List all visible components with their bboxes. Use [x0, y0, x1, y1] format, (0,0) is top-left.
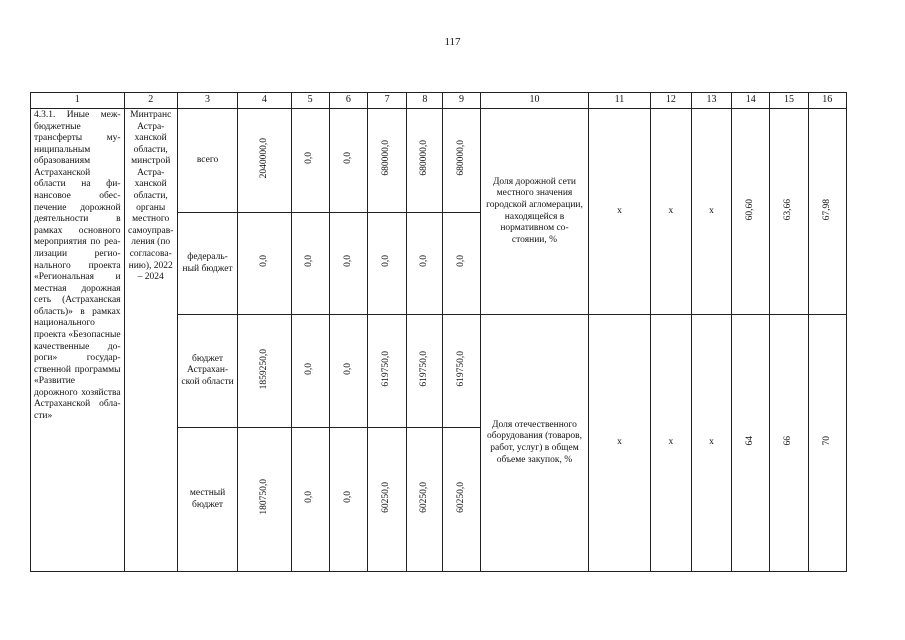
indicator-mark: х: [650, 315, 691, 572]
indicator-value: 67,98: [821, 198, 832, 220]
amount-cell: [443, 213, 480, 315]
amount-value: 0,0: [342, 362, 353, 375]
amount-cell: [291, 315, 329, 428]
indicator-value-cell: [808, 109, 846, 315]
amount-value: 619750,0: [419, 350, 430, 387]
program-table: [30, 92, 847, 572]
amount-cell: [443, 428, 480, 572]
amount-value: 619750,0: [455, 350, 466, 387]
amount-value: 619750,0: [381, 350, 392, 387]
page-number: 117: [444, 36, 461, 48]
indicator-name: Доля дорожной сети местного значения городской агломерации, находящейся в нормативном состоянии, %: [480, 109, 589, 315]
indicator-mark: х: [589, 315, 650, 572]
amount-cell: [367, 428, 406, 572]
amount-value: 60250,0: [381, 481, 392, 513]
funding-source: всего: [177, 109, 237, 213]
indicator-value: 64: [744, 435, 755, 446]
amount-value: 60250,0: [455, 481, 466, 513]
funding-row-total: [31, 109, 847, 213]
column-number: 8: [407, 93, 443, 109]
indicator-value-cell: [808, 315, 846, 572]
indicator-mark: х: [691, 315, 731, 572]
column-number: 2: [124, 93, 177, 109]
amount-cell: [238, 428, 291, 572]
executor-cell: Минтранс Астраханской области, минстрой Астраханской области, органы местного самоуправления (по согласованию), 2022 – 2024: [124, 109, 177, 572]
amount-cell: [443, 315, 480, 428]
column-number: 12: [650, 93, 691, 109]
indicator-value-cell: [732, 109, 770, 315]
indicator-value: 70: [821, 435, 832, 446]
amount-cell: [238, 315, 291, 428]
indicator-value-cell: [770, 315, 808, 572]
activity-description: 4.3.1. Иные межбюджетные трансферты муниципальным образованиям Астраханской области на финансовое обеспечение дорожной деятельности в рамках основного мероприятия по реализации регионального проекта «Региональная и местная дорожная сеть (Астраханская область)» в рамках национального проекта «Безопасные качественные дороги» государственной программы «Развитие дорожного хозяйства Астраханской области»: [31, 109, 125, 572]
funding-source: федеральный бюджет: [177, 213, 237, 315]
amount-cell: [291, 109, 329, 213]
amount-cell: [407, 315, 443, 428]
amount-cell: [291, 428, 329, 572]
column-number: 10: [480, 93, 589, 109]
funding-source: местный бюджет: [177, 428, 237, 572]
amount-value: 0,0: [342, 491, 353, 504]
amount-cell: [329, 109, 367, 213]
indicator-value: 66: [783, 435, 794, 446]
amount-value: 0,0: [258, 255, 269, 268]
amount-value: 1859250,0: [258, 348, 269, 389]
amount-value: 0,0: [304, 362, 315, 375]
column-number: 6: [329, 93, 367, 109]
indicator-mark: х: [691, 109, 731, 315]
amount-value: 680000,0: [455, 140, 466, 177]
amount-value: 60250,0: [419, 481, 430, 513]
indicator-value-cell: [732, 315, 770, 572]
indicator-value: 60,60: [744, 198, 755, 220]
column-number: 13: [691, 93, 731, 109]
amount-value: 0,0: [455, 255, 466, 268]
amount-value: 680000,0: [419, 140, 430, 177]
column-number-row: [31, 93, 847, 109]
column-number: 5: [291, 93, 329, 109]
indicator-value: 63,66: [783, 198, 794, 220]
amount-cell: [238, 109, 291, 213]
column-number: 4: [238, 93, 291, 109]
column-number: 1: [31, 93, 125, 109]
amount-cell: [367, 315, 406, 428]
column-number: 16: [808, 93, 846, 109]
amount-value: 2040000,0: [258, 138, 269, 179]
amount-cell: [329, 315, 367, 428]
indicator-mark: х: [589, 109, 650, 315]
column-number: 7: [367, 93, 406, 109]
amount-value: 0,0: [342, 152, 353, 165]
amount-cell: [238, 213, 291, 315]
column-number: 9: [443, 93, 480, 109]
amount-cell: [329, 428, 367, 572]
amount-value: 0,0: [342, 255, 353, 268]
column-number: 15: [770, 93, 808, 109]
amount-value: 680000,0: [381, 140, 392, 177]
amount-value: 0,0: [419, 255, 430, 268]
amount-cell: [291, 213, 329, 315]
amount-cell: [407, 213, 443, 315]
amount-cell: [367, 109, 406, 213]
amount-value: 0,0: [381, 255, 392, 268]
column-number: 3: [177, 93, 237, 109]
amount-cell: [329, 213, 367, 315]
amount-cell: [443, 109, 480, 213]
amount-value: 0,0: [304, 255, 315, 268]
column-number: 11: [589, 93, 650, 109]
indicator-mark: х: [650, 109, 691, 315]
amount-cell: [407, 428, 443, 572]
indicator-name: Доля отечественного оборудования (товаров, работ, услуг) в общем объеме закупок, %: [480, 315, 589, 572]
amount-value: 180750,0: [258, 479, 269, 516]
indicator-value-cell: [770, 109, 808, 315]
column-number: 14: [732, 93, 770, 109]
amount-cell: [407, 109, 443, 213]
amount-value: 0,0: [304, 491, 315, 504]
amount-value: 0,0: [304, 152, 315, 165]
funding-source: бюджет Астраханской области: [177, 315, 237, 428]
amount-cell: [367, 213, 406, 315]
